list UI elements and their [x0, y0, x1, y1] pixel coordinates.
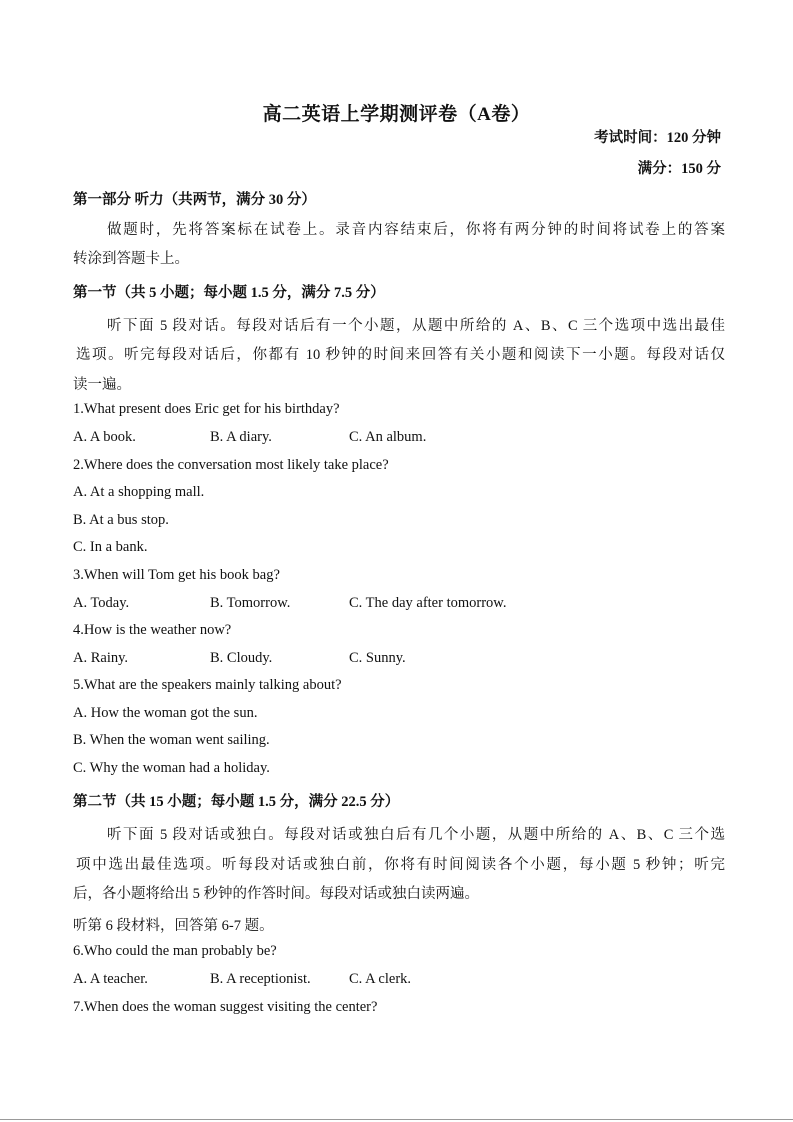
question-2-option-c: C. In a bank.	[73, 539, 148, 555]
part1-instruction-line2: 转涂到答题卡上。	[73, 251, 189, 267]
section2-material-note: 听第 6 段材料，回答第 6-7 题。	[73, 918, 274, 934]
question-6-stem: 6.Who could the man probably be?	[73, 943, 277, 959]
question-7-stem: 7.When does the woman suggest visiting the center?	[73, 999, 378, 1015]
question-4-stem: 4.How is the weather now?	[73, 622, 232, 638]
question-5-option-a: A. How the woman got the sun.	[73, 705, 258, 721]
section2-heading: 第二节（共 15 小题；每小题 1.5 分，满分 22.5 分）	[73, 794, 400, 810]
section2-instruction-line1: 听下面 5 段对话或独白。每段对话或独白后有几个小题，从题中所给的 A、B、C 三个选	[107, 827, 725, 843]
question-2-option-a: A. At a shopping mall.	[73, 484, 205, 500]
section2-instruction-line2: 项中选出最佳选项。听每段对话或独白前，你将有时间阅读各个小题，每小题 5 秒钟；听完	[76, 857, 725, 873]
part1-heading: 第一部分 听力（共两节，满分 30 分）	[73, 192, 316, 208]
question-2-stem: 2.Where does the conversation most likely take place?	[73, 457, 389, 473]
question-3-option-a: A. Today.	[73, 595, 130, 611]
question-3-stem: 3.When will Tom get his book bag?	[73, 567, 280, 583]
exam-time: 考试时间：120 分钟	[594, 130, 721, 146]
question-3-option-c: C. The day after tomorrow.	[349, 595, 507, 611]
question-5-stem: 5.What are the speakers mainly talking about?	[73, 677, 342, 693]
question-5-option-b: B. When the woman went sailing.	[73, 732, 270, 748]
page-bottom-rule	[0, 1119, 793, 1120]
question-4-option-a: A. Rainy.	[73, 650, 129, 666]
section1-heading: 第一节（共 5 小题；每小题 1.5 分，满分 7.5 分）	[73, 285, 385, 301]
question-4-option-c: C. Sunny.	[349, 650, 406, 666]
question-1-stem: 1.What present does Eric get for his birthday?	[73, 401, 340, 417]
question-6-option-a: A. A teacher.	[73, 971, 148, 987]
section2-instruction-line3: 后，各小题将给出 5 秒钟的作答时间。每段对话或独白读两遍。	[73, 886, 479, 902]
question-1-option-c: C. An album.	[349, 429, 427, 445]
full-score: 满分：150 分	[637, 161, 721, 177]
section1-instruction-line1: 听下面 5 段对话。每段对话后有一个小题，从题中所给的 A、B、C 三个选项中选出最佳	[107, 318, 725, 334]
question-1-option-a: A. A book.	[73, 429, 136, 445]
question-6-option-c: C. A clerk.	[349, 971, 412, 987]
question-5-option-c: C. Why the woman had a holiday.	[73, 760, 270, 776]
exam-title: 高二英语上学期测评卷（A卷）	[262, 104, 531, 125]
question-4-option-b: B. Cloudy.	[210, 650, 273, 666]
section1-instruction-line3: 读一遍。	[73, 377, 131, 393]
question-2-option-b: B. At a bus stop.	[73, 512, 169, 528]
question-6-option-b: B. A receptionist.	[210, 971, 311, 987]
section1-instruction-line2: 选项。听完每段对话后，你都有 10 秒钟的时间来回答有关小题和阅读下一小题。每段对话仅	[76, 347, 725, 363]
question-3-option-b: B. Tomorrow.	[210, 595, 291, 611]
part1-instruction-line1: 做题时，先将答案标在试卷上。录音内容结束后，你将有两分钟的时间将试卷上的答案	[107, 222, 725, 238]
question-1-option-b: B. A diary.	[210, 429, 272, 445]
